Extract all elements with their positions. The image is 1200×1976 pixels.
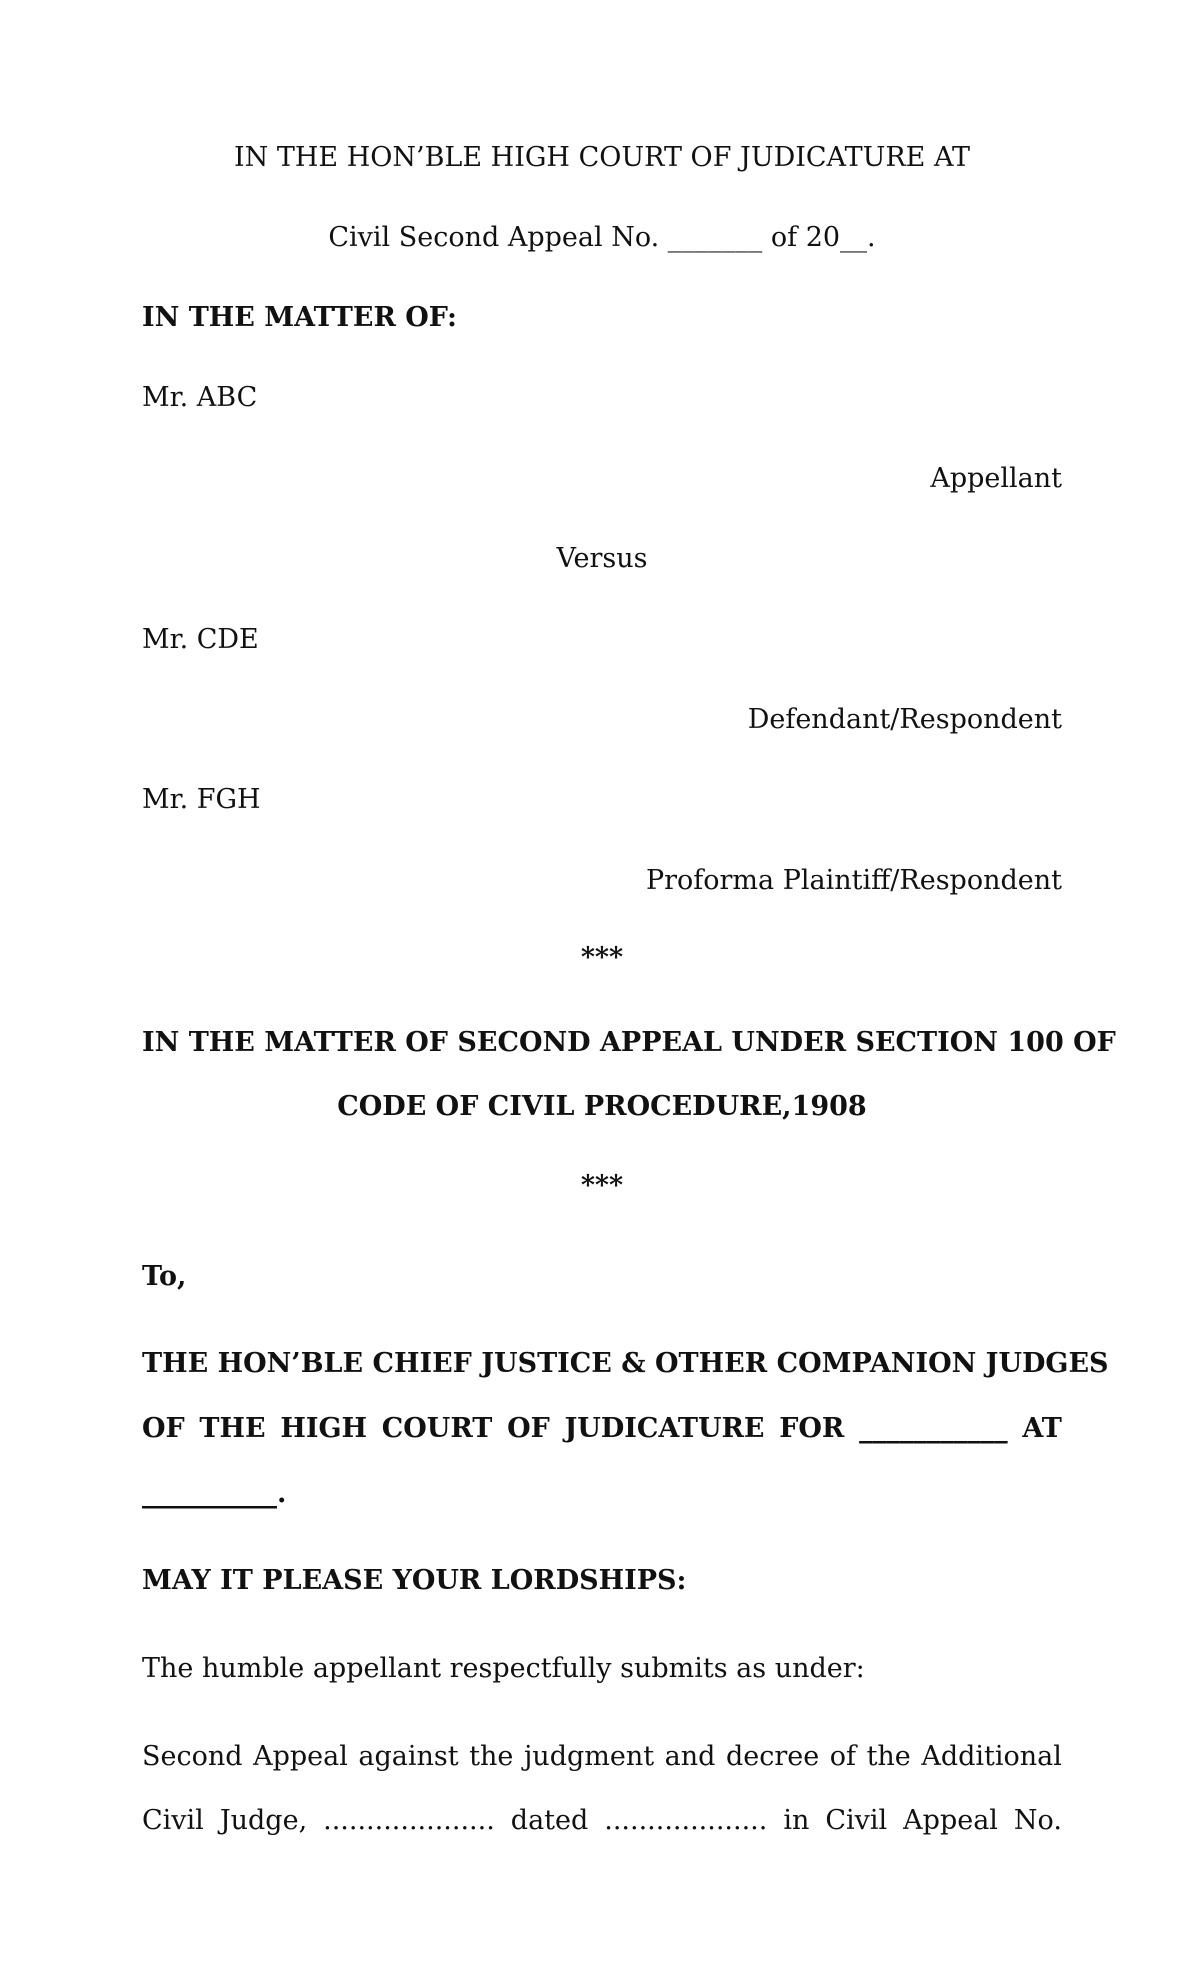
word: of — [829, 1741, 857, 1772]
subject-line-2: CODE OF CIVIL PROCEDURE,1908 — [337, 1091, 867, 1122]
separator-top: *** — [580, 942, 624, 973]
addressee-line-2 — [142, 1411, 1062, 1447]
addressee-line-3: __________. — [142, 1478, 287, 1509]
word: in — [783, 1805, 810, 1836]
word: the — [469, 1741, 514, 1772]
word: OF — [142, 1413, 185, 1444]
word: Civil — [825, 1805, 888, 1836]
word: judgment — [523, 1741, 655, 1772]
separator-bottom: *** — [580, 1170, 624, 1201]
appeal-number-line: Civil Second Appeal No. _______ of 20__. — [328, 222, 876, 253]
word: and — [664, 1741, 716, 1772]
word: dated — [510, 1805, 589, 1836]
blank-field: ................... — [604, 1805, 768, 1836]
court-heading: IN THE HON’BLE HIGH COURT OF JUDICATURE AT — [233, 142, 970, 173]
word: HIGH — [280, 1413, 368, 1444]
addressee-line-1: THE HON’BLE CHIEF JUSTICE & OTHER COMPANION JUDGES — [142, 1348, 1109, 1379]
versus-label: Versus — [556, 543, 648, 574]
word: Civil — [142, 1805, 204, 1836]
body-line-2 — [142, 1803, 1062, 1839]
salutation: MAY IT PLEASE YOUR LORDSHIPS: — [142, 1565, 687, 1596]
party-role-respondent: Defendant/Respondent — [747, 704, 1062, 735]
party-role-proforma: Proforma Plaintiff/Respondent — [645, 865, 1062, 896]
word: AT — [1022, 1413, 1062, 1444]
word: JUDICATURE — [564, 1413, 765, 1444]
to-label: To, — [142, 1261, 187, 1292]
intro-paragraph: The humble appellant respectfully submits as under: — [142, 1653, 865, 1684]
party-name-proforma: Mr. FGH — [142, 784, 261, 815]
subject-line-1: IN THE MATTER OF SECOND APPEAL UNDER SECTION 100 OF — [142, 1027, 1116, 1058]
word: Second — [142, 1741, 243, 1772]
word: OF — [507, 1413, 550, 1444]
party-role-appellant: Appellant — [930, 463, 1062, 494]
word: THE — [199, 1413, 266, 1444]
word: Appeal — [253, 1741, 348, 1772]
word: Judge, — [219, 1805, 308, 1836]
word: the — [866, 1741, 911, 1772]
party-name-appellant: Mr. ABC — [142, 382, 258, 413]
word: FOR — [779, 1413, 845, 1444]
party-name-respondent: Mr. CDE — [142, 624, 259, 655]
word: against — [358, 1741, 459, 1772]
matter-of-heading: IN THE MATTER OF: — [142, 302, 457, 333]
word: Appeal — [903, 1805, 998, 1836]
body-line-1 — [142, 1739, 1062, 1775]
word: No. — [1013, 1805, 1062, 1836]
word: COURT — [381, 1413, 493, 1444]
blank-field: ___________ — [859, 1413, 1008, 1444]
word: decree — [725, 1741, 820, 1772]
blank-field: .................... — [323, 1805, 495, 1836]
word: Additional — [921, 1741, 1062, 1772]
